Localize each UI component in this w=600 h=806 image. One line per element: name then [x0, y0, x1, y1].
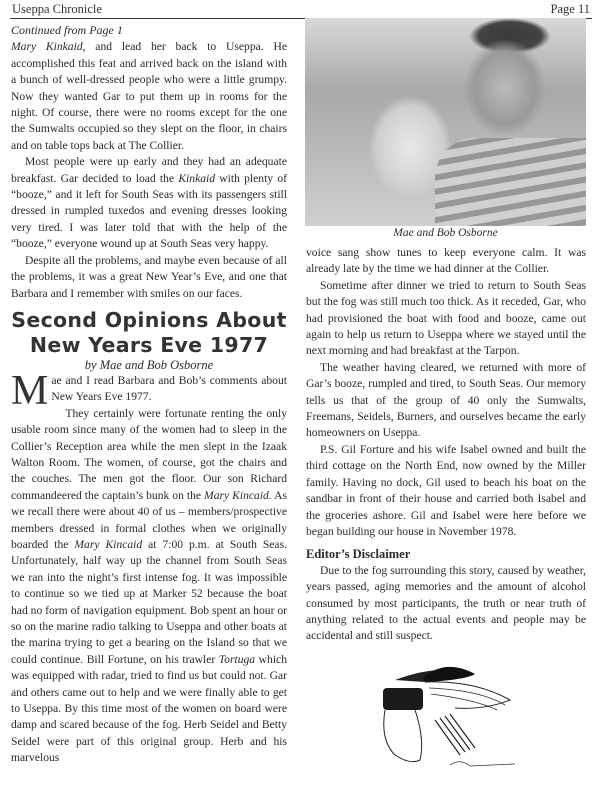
continued-paragraph-2: Most people were up early and they had an adequate breakfast. Gar decided to load the Kinkaid with plenty of “booze,” and it left for South Seas with its passengers still dressed in rumpled tuxedos and evening dresses looking very tired. I was later told that with the help of the “booze,” everyone wound up at South Seas very happy.: [11, 155, 287, 251]
sketch-shading: [435, 714, 475, 755]
left-column: [11, 22, 287, 767]
publication-name: Useppa Chronicle: [12, 2, 102, 16]
sketch-arms: [384, 710, 422, 762]
photo-caption: Mae and Bob Osborne: [393, 227, 498, 239]
article-paragraph-4: The weather having cleared, we returned with more of Gar’s booze, rumpled and tired, to South Seas. Our memory tells us that of the group of 40 only the Sumwalts, Freemans, Seidels, Burners, and ourselves became the early homeowners on Useppa.: [306, 360, 586, 440]
right-column: [306, 245, 586, 645]
continued-paragraph-3: Despite all the problems, and maybe even because of all the problems, it was a great New Year’s Eve, and one that Barbara and I remember with smiles on our faces.: [11, 253, 287, 300]
article-paragraph-2-continued: voice sang show tunes to keep everyone calm. It was already late by the time we had dinner at the Collier.: [306, 246, 586, 276]
photo-mae-and-bob-osborne: [305, 18, 586, 226]
article-byline: by Mae and Bob Osborne: [84, 357, 214, 372]
article-headline: Second Opinions About New Years Eve 1977: [11, 307, 287, 357]
article-paragraph-1: Mae and I read Barbara and Bob’s comments about New Years Eve 1977.: [11, 367, 287, 414]
binoculars-sketch-illustration: [365, 660, 545, 780]
page-header: [10, 0, 592, 19]
disclaimer-heading: Editor’s Disclaimer: [306, 547, 411, 562]
disclaimer-text: Due to the fog surrounding this story, caused by weather, years passed, aging memories and the amount of alcohol consumed by most participants, the truth or near truth of anything related to the actual events and people may be accidental and still suspect.: [306, 563, 586, 643]
sketch-hat-crown: [423, 667, 475, 682]
article-paragraph-5: P.S. Gil Forture and his wife Isabel owned and built the third cottage on the North End, now owned by the Miller family. Having no dock, Gil used to beach his boat on the sandbar in front of their house and carried both Isabel and the groceries ashore. Gil and Isabel were here before we began building our house in November 1978.: [306, 442, 586, 538]
article-paragraph-3: Sometime after dinner we tried to return to South Seas but the fog was still much too thick. As it receded, Gar, who had provisioned the boat with food and booze, came out again to help us return to Useppa where we stayed until the next morning and had breakfast at the Tarpon.: [306, 278, 586, 358]
continued-paragraph-1: Mary Kinkaid, and lead her back to Useppa. He accomplished this feat and arrived back on the island with a bunch of well-dressed people who were a little grumpy. Now they wanted Gar to put them up in rooms for the night. Of course, there were no rooms except for the one the Sumwalts occupied so they slept on the floor, in chairs and on table tops back at The Collier.: [11, 40, 287, 152]
sketch-signature: [450, 762, 515, 766]
photo-striped-shirt: [435, 138, 586, 226]
sketch-binoculars: [383, 688, 423, 710]
drop-cap: M: [11, 367, 49, 414]
article-paragraph-2: They certainly were fortunate renting the only usable room since many of the women had to sleep in the Collier’s Reception area while the men slept in the Izaak Walton Room. The women, of course, got the chairs and the couches. The men got the floor. Our son Richard commandeered the captain’s bunk on the Mary Kincaid. As we recall there were about 40 of us – members/prospective members dressed in formal clothes when we originally boarded the Mary Kincaid at 7:00 p.m. at South Seas. Unfortunately, half way up the channel from South Seas we ran into the night’s first intense fog. It was impossible to continue so we tied up at Marker 52 because the boat had no form of navigation equipment. Bob spent an hour or so on the marine radio talking to Useppa and other boats at the marina trying to get a bearing on the Island so that we could continue. Bill Fortune, on his trawler Tortuga which was equipped with radar, tried to find us but could not. Gar and others came out to help and we were finally able to get to Useppa. By this time most of the women on board were damp and scared because of the fog. Herb Seidel and Betty Seidel were part of this original group. Herb and his marvelous: [11, 406, 287, 765]
page-number: Page 11: [550, 2, 590, 16]
continued-label: Continued from Page 1: [11, 23, 123, 37]
